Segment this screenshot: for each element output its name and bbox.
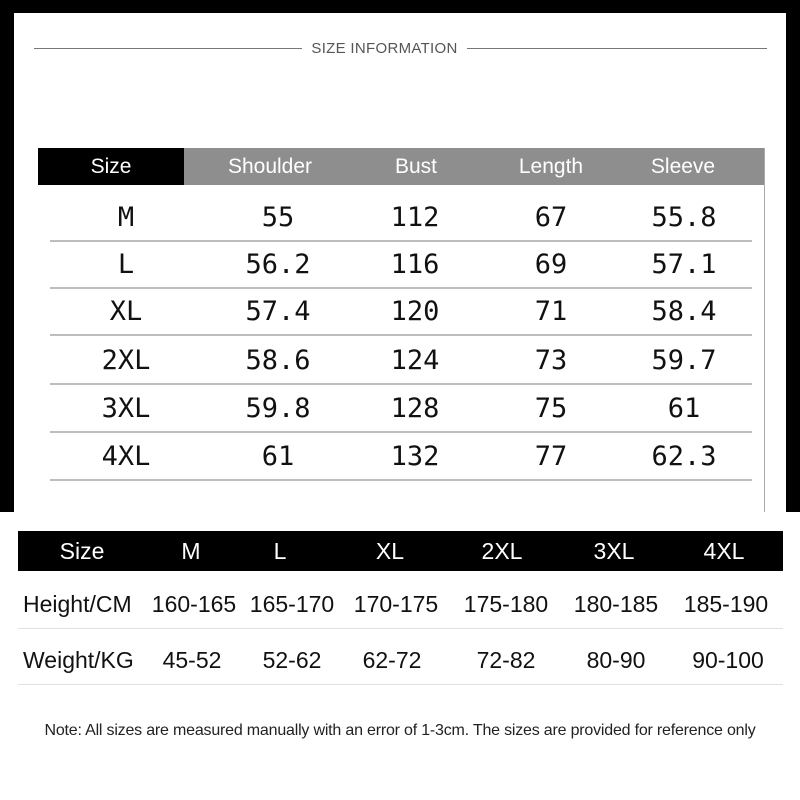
- size-information-title: SIZE INFORMATION: [311, 40, 458, 57]
- table-row: [38, 289, 764, 336]
- weight-cell: 80-90: [586, 647, 646, 673]
- shoulder-cell: 61: [261, 441, 295, 472]
- length-cell: 73: [534, 345, 568, 376]
- height-cell: 180-185: [573, 591, 659, 617]
- weight-cell: 90-100: [692, 647, 764, 673]
- height-weight-table: [18, 531, 783, 686]
- row-divider: [50, 479, 752, 481]
- shoulder-cell: 55: [261, 202, 295, 233]
- table-row: [38, 434, 764, 481]
- size-cell: L: [117, 249, 135, 280]
- row-label-weight: Weight/KG: [23, 647, 134, 673]
- measurement-note: Note: All sizes are measured manually with an error of 1-3cm. The sizes are provided for reference only: [44, 722, 756, 739]
- header-size: Size: [90, 155, 132, 178]
- measurement-table-header: [38, 148, 764, 185]
- size-cell: M: [117, 202, 135, 233]
- bust-cell: 128: [390, 393, 440, 424]
- size-cell: XL: [109, 296, 143, 327]
- header-size: Size: [59, 538, 105, 564]
- title-divider-left: [34, 48, 302, 49]
- height-cell: 185-190: [683, 591, 769, 617]
- header-m: M: [181, 538, 201, 564]
- title-divider-right: [467, 48, 767, 49]
- size-cell: 4XL: [101, 441, 151, 472]
- bust-cell: 132: [390, 441, 440, 472]
- length-cell: 77: [534, 441, 568, 472]
- weight-cell: 62-72: [362, 647, 422, 673]
- table-row: [38, 242, 764, 289]
- length-cell: 75: [534, 393, 568, 424]
- size-information-card: [14, 13, 786, 512]
- row-divider: [50, 431, 752, 433]
- sleeve-cell: 58.4: [651, 296, 717, 327]
- header-bust: Bust: [394, 155, 438, 178]
- size-cell: 2XL: [101, 345, 151, 376]
- height-cell: 170-175: [353, 591, 439, 617]
- shoulder-cell: 56.2: [245, 249, 311, 280]
- table-row: [38, 386, 764, 433]
- height-cell: 175-180: [463, 591, 549, 617]
- row-label-height: Height/CM: [23, 591, 132, 617]
- table-row: [18, 635, 783, 685]
- header-length: Length: [518, 155, 584, 178]
- length-cell: 69: [534, 249, 568, 280]
- header-2xl: 2XL: [481, 538, 523, 564]
- sleeve-cell: 61: [667, 393, 701, 424]
- bust-cell: 112: [390, 202, 440, 233]
- table-row: [38, 338, 764, 385]
- bust-cell: 116: [390, 249, 440, 280]
- table-row: [18, 579, 783, 629]
- shoulder-cell: 59.8: [245, 393, 311, 424]
- sleeve-cell: 59.7: [651, 345, 717, 376]
- height-weight-table-header: [18, 531, 783, 571]
- size-cell: 3XL: [101, 393, 151, 424]
- shoulder-cell: 57.4: [245, 296, 311, 327]
- length-cell: 71: [534, 296, 568, 327]
- length-cell: 67: [534, 202, 568, 233]
- header-l: L: [273, 538, 287, 564]
- header-sleeve: Sleeve: [650, 155, 716, 178]
- header-4xl: 4XL: [703, 538, 745, 564]
- row-divider: [50, 334, 752, 336]
- header-3xl: 3XL: [593, 538, 635, 564]
- measurement-table: [38, 148, 765, 512]
- weight-cell: 45-52: [162, 647, 222, 673]
- sleeve-cell: 57.1: [651, 249, 717, 280]
- weight-cell: 52-62: [262, 647, 322, 673]
- row-divider: [18, 684, 783, 685]
- height-cell: 160-165: [151, 591, 237, 617]
- sleeve-cell: 55.8: [651, 202, 717, 233]
- weight-cell: 72-82: [476, 647, 536, 673]
- height-cell: 165-170: [249, 591, 335, 617]
- shoulder-cell: 58.6: [245, 345, 311, 376]
- sleeve-cell: 62.3: [651, 441, 717, 472]
- header-xl: XL: [375, 538, 405, 564]
- bust-cell: 120: [390, 296, 440, 327]
- row-divider: [50, 383, 752, 385]
- row-divider: [18, 628, 783, 629]
- header-shoulder: Shoulder: [227, 155, 313, 178]
- table-row: [38, 195, 764, 242]
- bust-cell: 124: [390, 345, 440, 376]
